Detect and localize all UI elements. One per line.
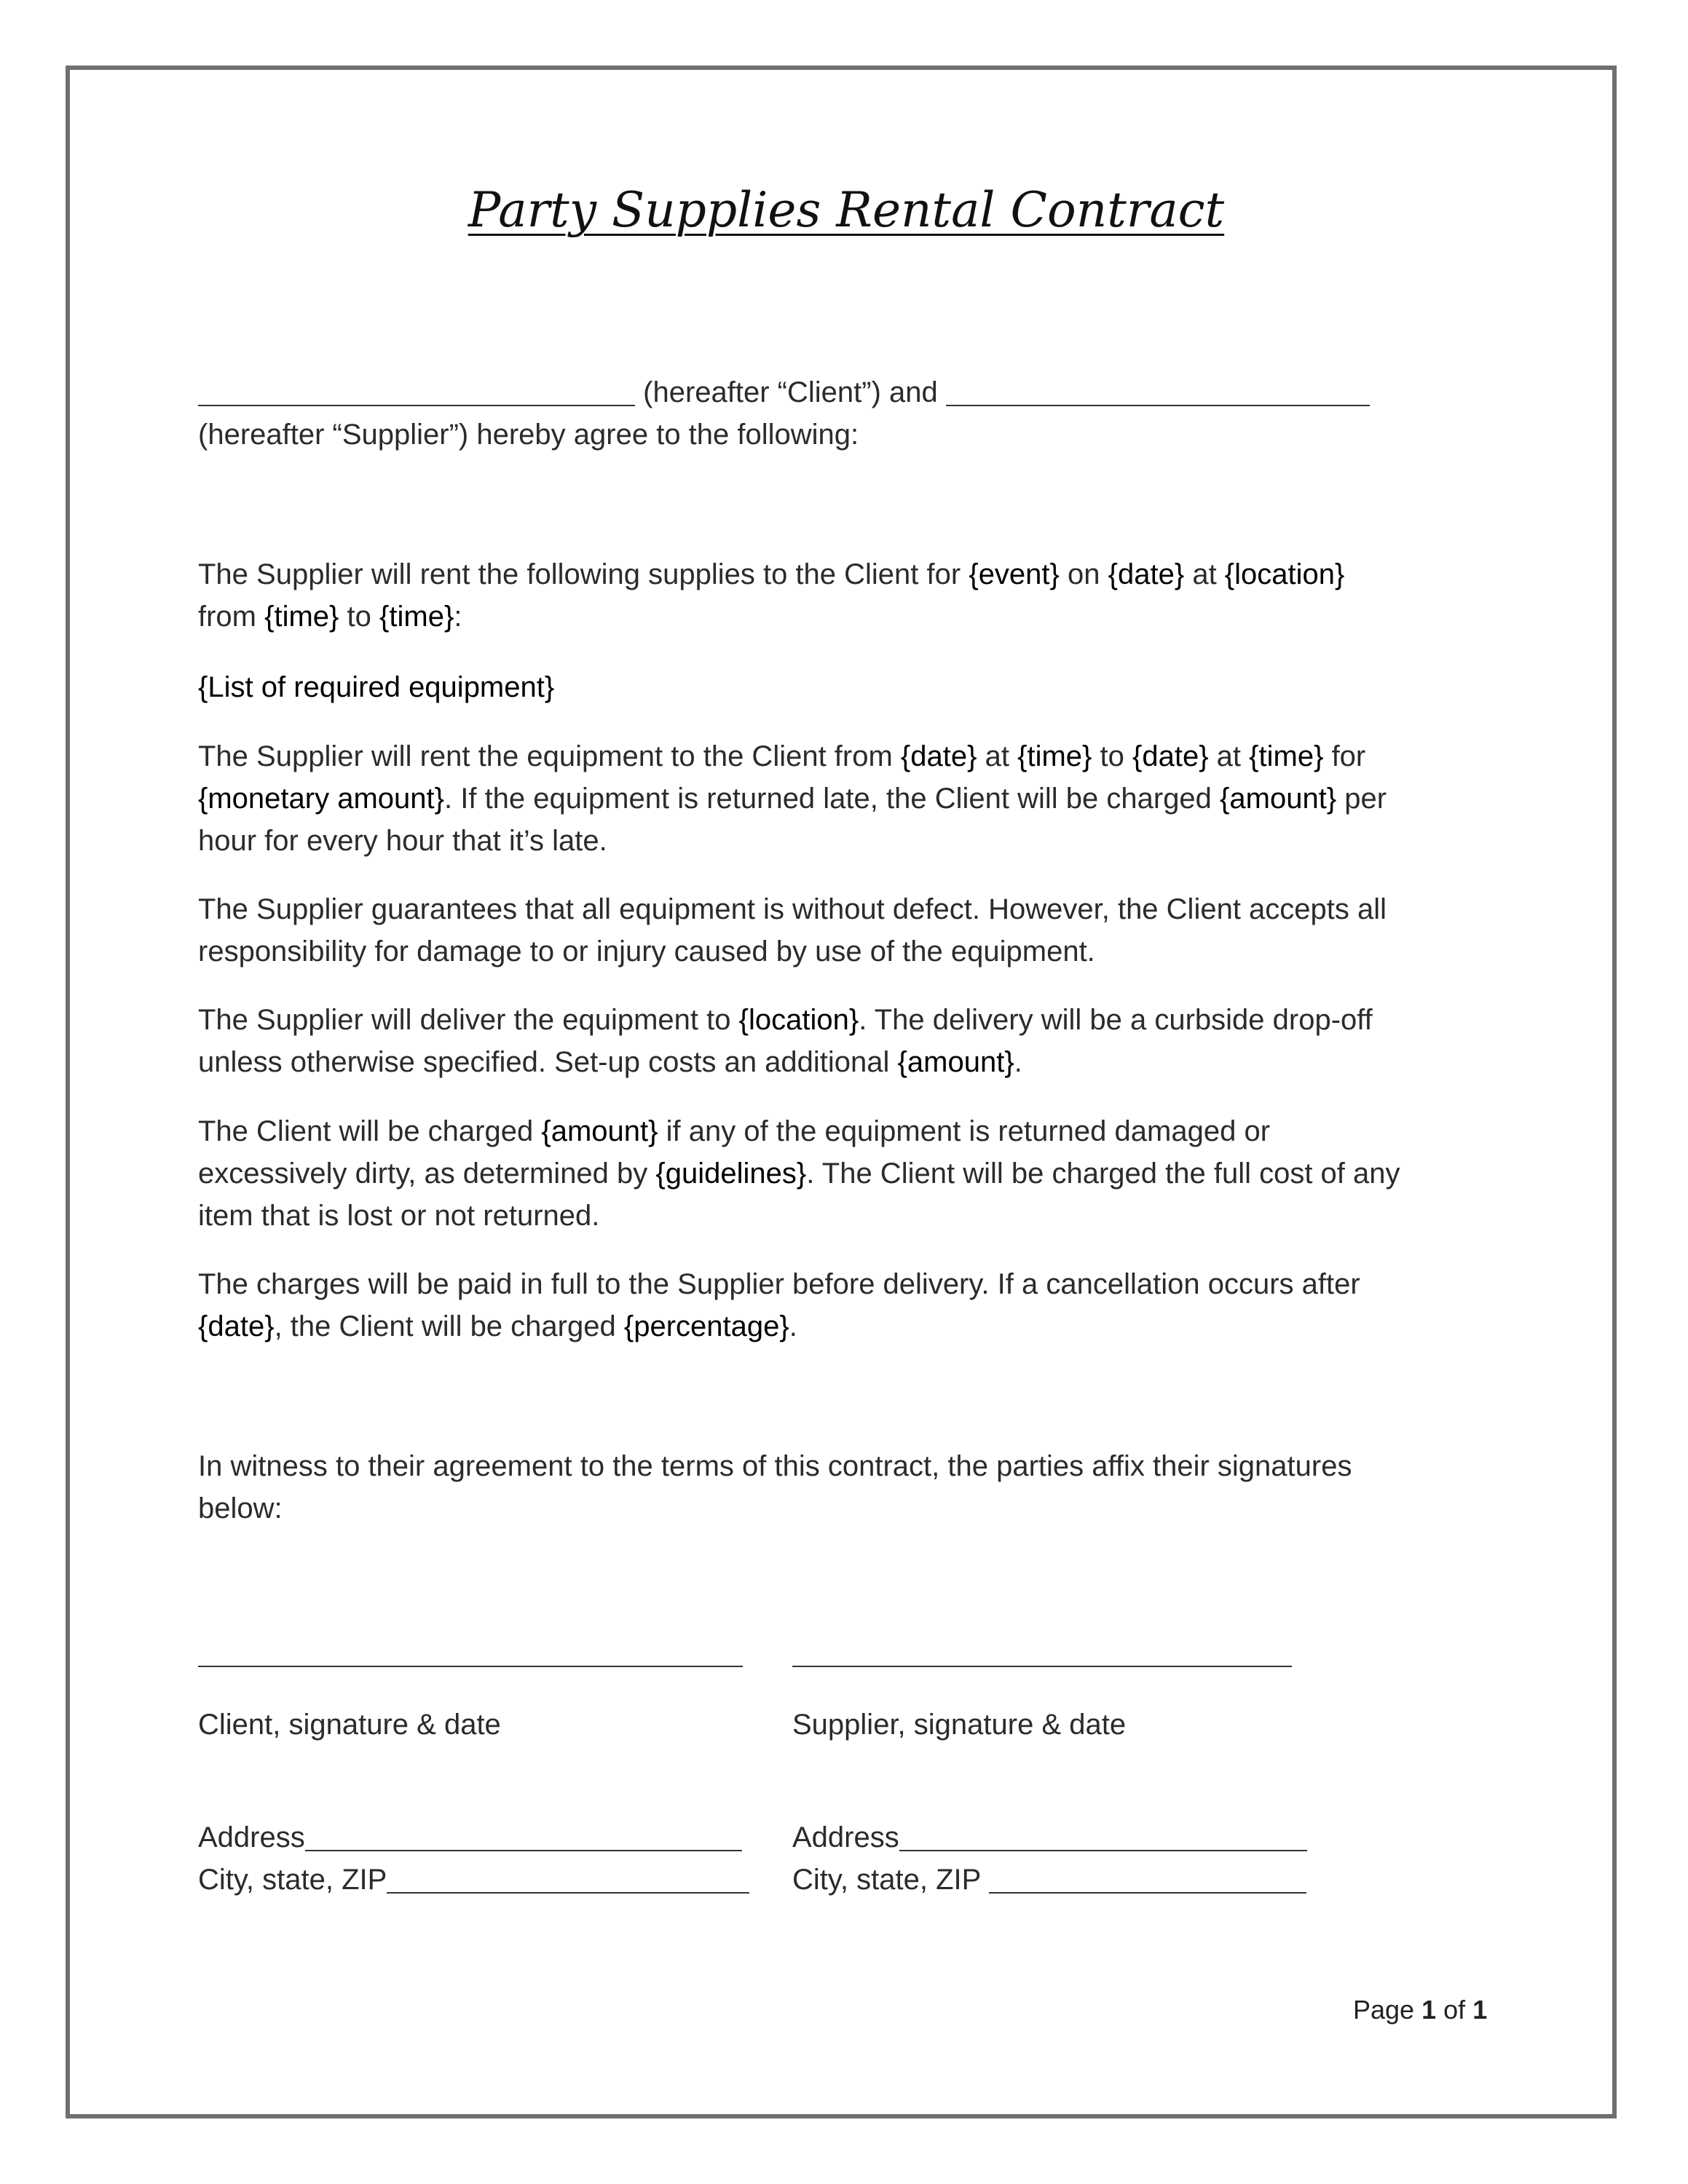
placeholder-guidelines: {guidelines} xyxy=(655,1158,807,1190)
placeholder-date: {date} xyxy=(1132,740,1209,772)
placeholder-location: {location} xyxy=(738,1004,859,1036)
placeholder-location: {location} xyxy=(1224,558,1345,590)
supplier-address-blank[interactable] xyxy=(899,1821,1307,1851)
placeholder-date: {date} xyxy=(1108,558,1185,590)
placeholder-monetary-amount: {monetary amount} xyxy=(198,783,444,815)
supplier-city-row: City, state, ZIP xyxy=(792,1859,1306,1901)
client-city-row: City, state, ZIP xyxy=(198,1859,749,1901)
client-city-blank[interactable] xyxy=(387,1863,749,1894)
placeholder-date: {date} xyxy=(198,1310,275,1342)
placeholder-percentage: {percentage} xyxy=(623,1310,789,1342)
placeholder-time: {time} xyxy=(379,601,454,633)
client-signature-label: Client, signature & date xyxy=(198,1709,501,1741)
guarantee-paragraph: The Supplier guarantees that all equipment is without defect. However, the Client accepts all responsibility for damage to or injury caused by use of the equipment. xyxy=(198,893,1387,968)
supplier-name-blank[interactable] xyxy=(946,376,1370,406)
placeholder-event: {event} xyxy=(969,558,1060,590)
client-name-blank[interactable] xyxy=(198,376,635,406)
placeholder-amount: {amount} xyxy=(541,1115,658,1147)
payment-paragraph: The charges will be paid in full to the Supplier before delivery. If a cancellation occurs after {date}, the Client will be charged {percentage}. xyxy=(198,1268,1360,1342)
placeholder-amount: {amount} xyxy=(897,1046,1014,1078)
rental-period-paragraph: The Supplier will rent the equipment to the Client from {date} at {time} to {date} at {time} for {monetary amount}. If the equipment is returned late, the Client will be charged {amount} per hour for every hour that it’s late. xyxy=(198,740,1387,857)
witness-paragraph: In witness to their agreement to the terms of this contract, the parties affix their signatures below: xyxy=(198,1450,1352,1524)
placeholder-date: {date} xyxy=(900,740,977,772)
parties-line-1: (hereafter “Client”) and xyxy=(198,371,1494,414)
placeholder-time: {time} xyxy=(264,601,339,633)
supplier-signature-line[interactable] xyxy=(792,1666,1292,1667)
damage-paragraph: The Client will be charged {amount} if any of the equipment is returned damaged or excessively dirty, as determined by {guidelines}. The Client will be charged the full cost of any item that is lost or not returned. xyxy=(198,1115,1400,1232)
client-address-row: Address xyxy=(198,1816,742,1859)
placeholder-time: {time} xyxy=(1017,740,1092,772)
placeholder-time: {time} xyxy=(1249,740,1324,772)
delivery-paragraph: The Supplier will deliver the equipment to {location}. The delivery will be a curbside drop-off unless otherwise specified. Set-up costs an additional {amount}. xyxy=(198,1004,1373,1078)
parties-line-2: (hereafter “Supplier”) hereby agree to the following: xyxy=(198,419,859,451)
client-signature-line[interactable] xyxy=(198,1666,743,1667)
equipment-list-placeholder: {List of required equipment} xyxy=(198,671,555,703)
document-title: Party Supplies Rental Contract xyxy=(468,182,1225,238)
page-number: Page 1 of 1 xyxy=(1353,1995,1488,2025)
supplier-address-row: Address xyxy=(792,1816,1307,1859)
current-page: 1 xyxy=(1421,1995,1437,2025)
client-address-blank[interactable] xyxy=(305,1821,742,1851)
total-pages: 1 xyxy=(1472,1995,1488,2025)
supplier-city-blank[interactable] xyxy=(989,1863,1306,1894)
placeholder-amount: {amount} xyxy=(1220,783,1337,815)
rental-terms-paragraph: The Supplier will rent the following supplies to the Client for {event} on {date} at {location} from {time} to {time}: xyxy=(198,558,1345,633)
supplier-signature-label: Supplier, signature & date xyxy=(792,1709,1127,1741)
